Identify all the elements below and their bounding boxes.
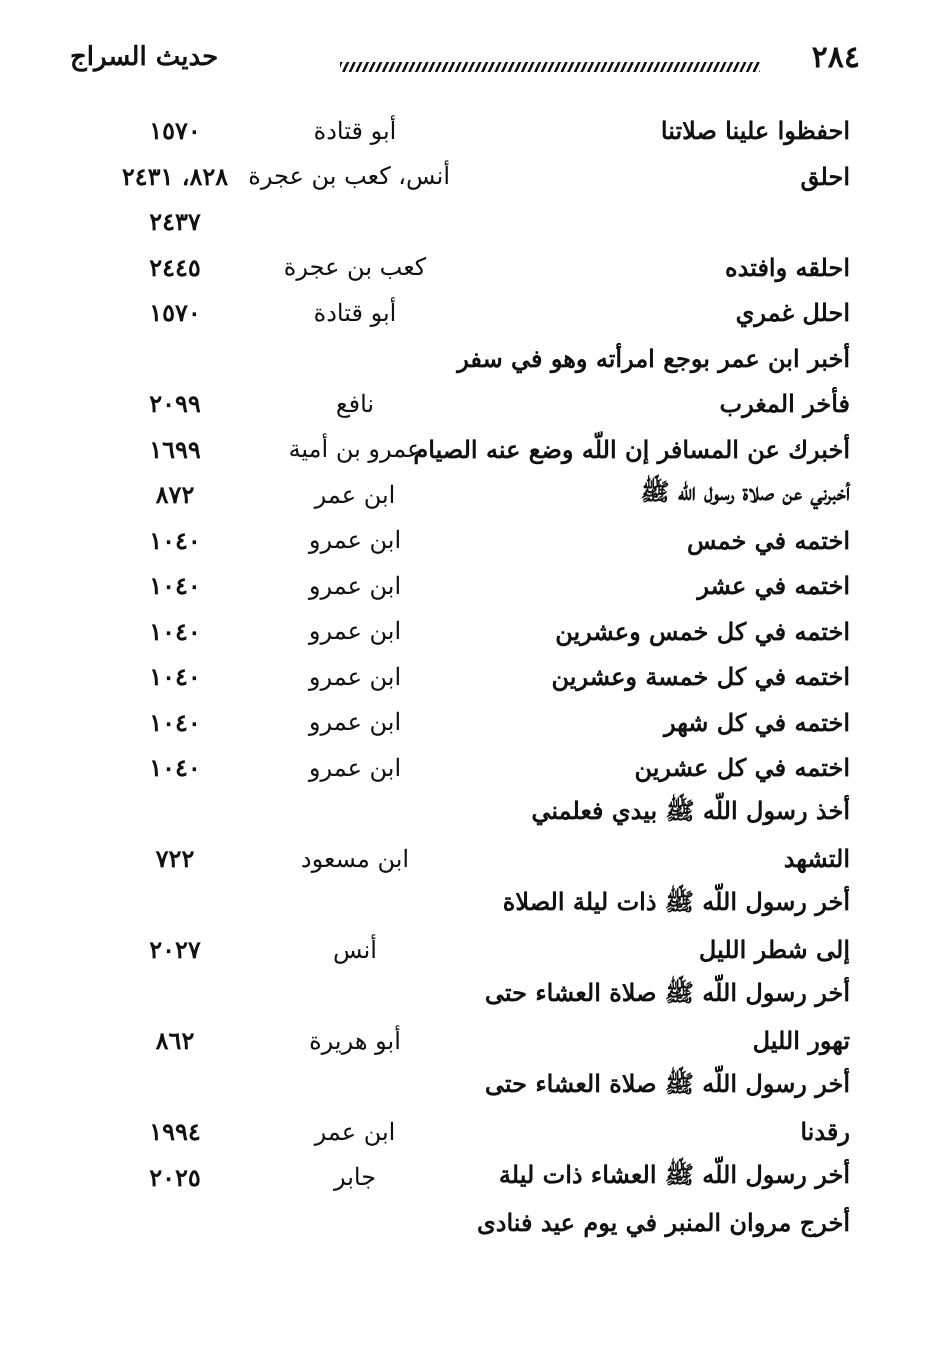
hadith-phrase: احلل غمري <box>735 298 850 328</box>
hadith-phrase: أخبر ابن عمر بوجع امرأته وهو في سفر <box>457 343 850 373</box>
narrator-name: ابن عمرو <box>308 617 402 646</box>
hadith-phrase: أخر رسول اللّه ﷺ صلاة العشاء حتى <box>484 1068 850 1098</box>
hadith-phrase: اختمه في عشر <box>697 571 850 601</box>
hadith-phrase: اختمه في كل خمسة وعشرين <box>551 662 850 692</box>
table-row <box>90 836 850 882</box>
narrator-name: أبو هريرة <box>309 1026 401 1055</box>
table-row <box>90 336 850 382</box>
hadith-number: ٢٤٣٧ <box>149 207 201 237</box>
table-row <box>90 108 850 154</box>
hadith-phrase: احفظوا علينا صلاتنا <box>660 116 850 146</box>
table-row <box>90 1200 850 1246</box>
table-row <box>90 1018 850 1064</box>
hadith-phrase: اختمه في خمس <box>687 525 850 555</box>
table-row <box>90 654 850 700</box>
table-row <box>90 745 850 791</box>
narrator-name: عمرو بن أمية <box>288 435 422 464</box>
hadith-phrase: التشهد <box>783 844 850 874</box>
hadith-phrase: أخرج مروان المنبر في يوم عيد فنادى <box>476 1208 850 1238</box>
table-row <box>90 1064 850 1110</box>
hadith-phrase: احلقه وافتده <box>725 252 850 282</box>
hadith-phrase: اختمه في كل خمس وعشرين <box>555 616 850 646</box>
hadith-phrase: فأخر المغرب <box>719 389 850 419</box>
hadith-number: ٧٢٢ <box>155 844 195 874</box>
table-row <box>90 882 850 928</box>
narrator-name: كعب بن عجرة <box>283 253 427 282</box>
table-row <box>90 518 850 564</box>
table-row <box>90 381 850 427</box>
hadith-number: ١٦٩٩ <box>149 434 201 464</box>
hadith-number: ١٠٤٠ <box>149 662 201 692</box>
narrator-name: ابن عمرو <box>308 571 402 600</box>
narrator-name: ابن مسعود <box>300 844 410 873</box>
hadith-phrase: تهور الليل <box>752 1026 850 1056</box>
table-row <box>90 609 850 655</box>
hadith-phrase: أخر رسول اللّه ﷺ صلاة العشاء حتى <box>484 977 850 1007</box>
hadith-number: ١٠٤٠ <box>149 525 201 555</box>
hadith-phrase: أخر رسول اللّه ﷺ العشاء ذات ليلة <box>498 1159 850 1189</box>
table-row <box>90 1155 850 1201</box>
table-row <box>90 791 850 837</box>
hadith-number: ١٥٧٠ <box>149 116 201 146</box>
book-title: حديث السراج <box>70 42 219 72</box>
hadith-phrase: أخر رسول اللّه ﷺ ذات ليلة الصلاة <box>502 886 850 916</box>
hadith-number: ١٩٩٤ <box>149 1117 201 1147</box>
table-row <box>90 563 850 609</box>
table-row <box>90 154 850 200</box>
hadith-number: ٨٧٢ <box>155 480 195 510</box>
table-row <box>90 290 850 336</box>
hadith-number: ٢٠٢٧ <box>149 935 201 965</box>
hadith-index-table <box>90 108 850 1246</box>
hadith-phrase: أخبرني عن صلاة رسول اللّه ﷺ <box>640 477 850 507</box>
hadith-number: ١٥٧٠ <box>149 298 201 328</box>
hadith-phrase: أخذ رسول اللّه ﷺ بيدي فعلمني <box>531 795 850 825</box>
table-row <box>90 1109 850 1155</box>
hadith-number: ٨٢٨، ٢٤٣١ <box>121 161 229 191</box>
hadith-phrase: احلق <box>800 161 850 191</box>
header-rule <box>340 62 760 72</box>
hadith-phrase: اختمه في كل شهر <box>663 707 850 737</box>
hadith-number: ١٠٤٠ <box>149 707 201 737</box>
narrator-name: جابر <box>333 1163 377 1192</box>
narrator-name: ابن عمرو <box>308 662 402 691</box>
hadith-number: ٢٠٩٩ <box>149 389 201 419</box>
hadith-phrase: رقدنا <box>800 1117 850 1147</box>
narrator-name: ابن عمرو <box>308 708 402 737</box>
narrator-name: ابن عمرو <box>308 753 402 782</box>
table-row <box>90 700 850 746</box>
table-row <box>90 472 850 518</box>
narrator-name: أبو قتادة <box>313 298 397 327</box>
narrator-name: نافع <box>335 389 375 418</box>
hadith-number: ١٠٤٠ <box>149 616 201 646</box>
table-row <box>90 199 850 245</box>
page-number: ٢٨٤ <box>811 40 860 75</box>
hadith-phrase: أخبرك عن المسافر إن اللّه وضع عنه الصيام <box>413 434 850 464</box>
narrator-name: أنس، كعب بن عجرة <box>248 162 450 191</box>
hadith-number: ٢٠٢٥ <box>149 1162 201 1192</box>
table-row <box>90 973 850 1019</box>
hadith-number: ١٠٤٠ <box>149 753 201 783</box>
hadith-number: ٢٤٤٥ <box>149 252 201 282</box>
table-row <box>90 245 850 291</box>
narrator-name: أنس <box>333 935 377 964</box>
hadith-number: ٨٦٢ <box>155 1026 195 1056</box>
table-row <box>90 927 850 973</box>
narrator-name: أبو قتادة <box>313 116 397 145</box>
page-header <box>70 40 860 90</box>
narrator-name: ابن عمر <box>314 480 396 509</box>
narrator-name: ابن عمرو <box>308 526 402 555</box>
narrator-name: ابن عمر <box>314 1117 396 1146</box>
table-row <box>90 427 850 473</box>
hadith-number: ١٠٤٠ <box>149 571 201 601</box>
hadith-phrase: إلى شطر الليل <box>698 935 850 965</box>
hadith-phrase: اختمه في كل عشرين <box>634 753 850 783</box>
